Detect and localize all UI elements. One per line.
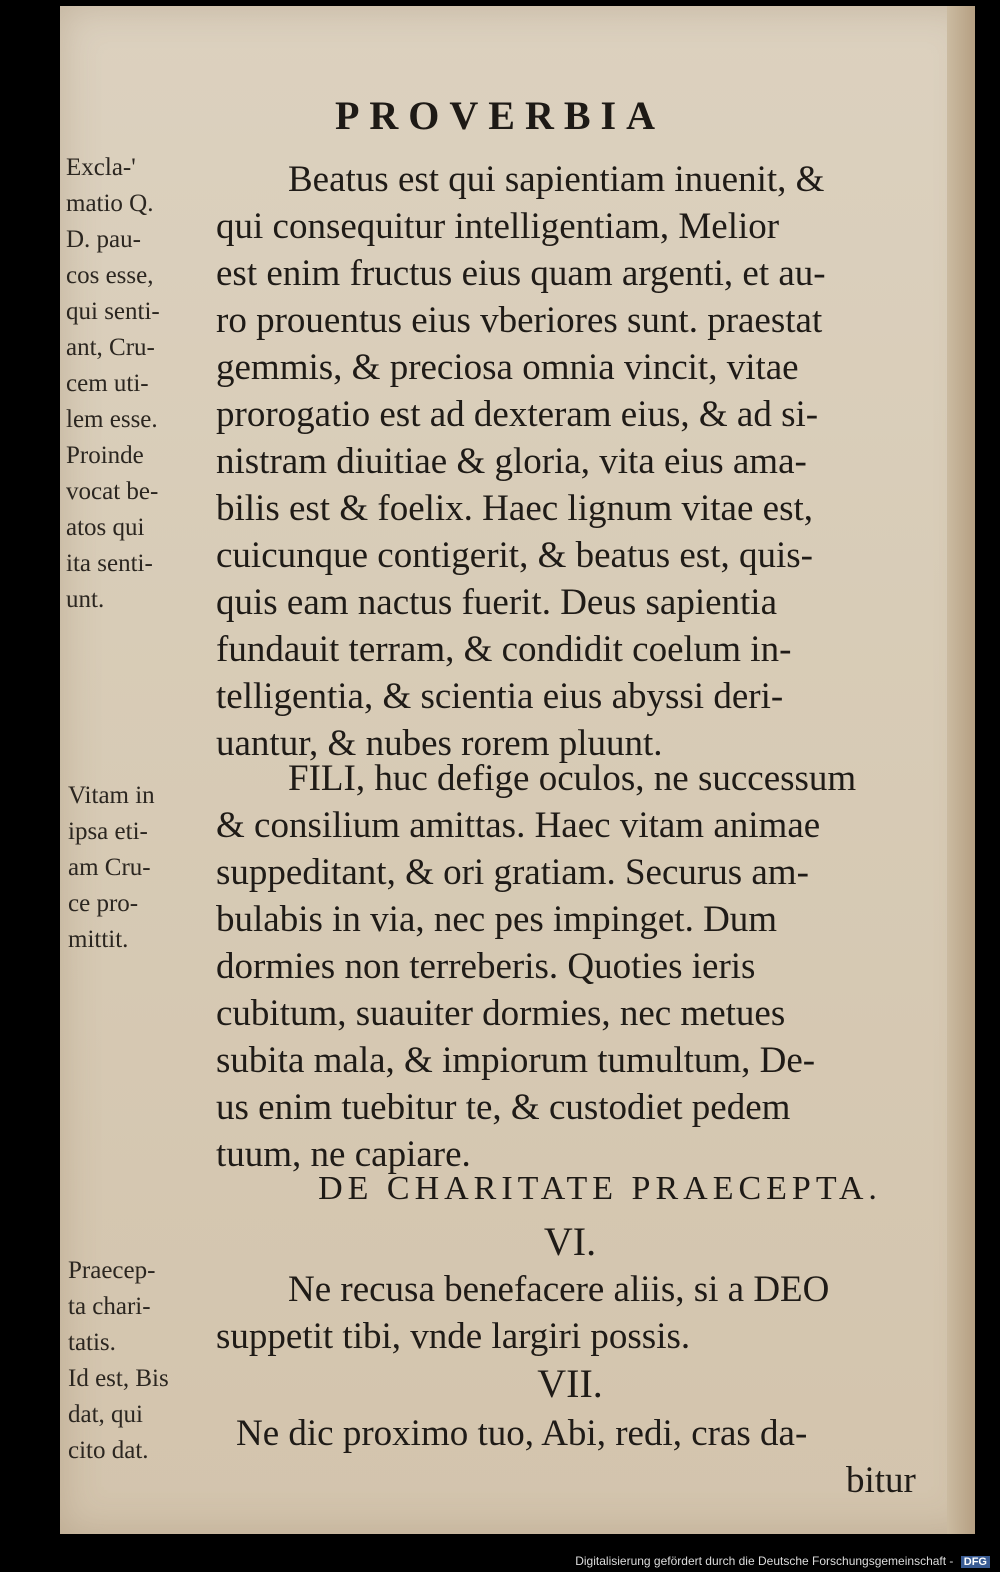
paragraph-1 xyxy=(216,156,956,767)
text-line: Ne recusa benefacere aliis, si a DEO xyxy=(288,1269,830,1310)
text-line: dormies non terreberis. Quoties ieris xyxy=(216,946,756,987)
text-line: cubitum, suauiter dormies, nec metues xyxy=(216,993,786,1034)
running-head: PROVERBIA xyxy=(334,93,666,138)
text-line: gemmis, & preciosa omnia vincit, vitae xyxy=(216,347,799,388)
text-line: cuicunque contigerit, & beatus est, quis- xyxy=(216,535,813,576)
text-line: uantur, & nubes rorem pluunt. xyxy=(216,723,663,764)
precept-number-7: VII. xyxy=(537,1361,603,1406)
text-line: subita mala, & impiorum tumultum, De- xyxy=(216,1040,816,1081)
text-line: bulabis in via, nec pes impinget. Dum xyxy=(216,899,778,940)
text-line: est enim fructus eius quam argenti, et au- xyxy=(216,253,826,294)
text-line: bilis est & foelix. Haec lignum vitae est, xyxy=(216,488,814,529)
text-line: bitur xyxy=(846,1460,916,1501)
paragraph-2 xyxy=(216,755,956,1178)
text-line: nistram diuitiae & gloria, vita eius ama- xyxy=(216,441,807,482)
text-line: Beatus est qui sapientiam inuenit, & xyxy=(288,159,825,200)
text-line: FILI, huc defige oculos, ne successum xyxy=(288,758,857,799)
text-line: tuum, ne capiare. xyxy=(216,1134,471,1175)
precept-7 xyxy=(216,1410,956,1504)
precept-6 xyxy=(216,1266,956,1360)
text-line: suppeditant, & ori gratiam. Securus am- xyxy=(216,852,809,893)
text-line: qui consequitur intelligentiam, Melior xyxy=(216,206,780,247)
text-line: prorogatio est ad dexteram eius, & ad si- xyxy=(216,394,819,435)
margin-note-1: Excla-' matio Q. D. pau- cos esse, qui senti- ant, Cru- cem uti- lem esse. Proinde vocat be- atos qui ita senti- unt. xyxy=(66,154,160,613)
margin-note-2: Vitam in ipsa eti- am Cru- ce pro- mittit. xyxy=(68,782,155,953)
text-line: Ne dic proximo tuo, Abi, redi, cras da- xyxy=(236,1413,808,1454)
dfg-logo: DFG xyxy=(961,1556,990,1568)
precept-number-6: VI. xyxy=(543,1219,597,1264)
text-line: quis eam nactus fuerit. Deus sapientia xyxy=(216,582,777,623)
text-line: ro prouentus eius vberiores sunt. praestat xyxy=(216,300,823,341)
digitization-footer xyxy=(575,1554,990,1568)
text-line: & consilium amittas. Haec vitam animae xyxy=(216,805,821,846)
text-line: telligentia, & scientia eius abyssi deri- xyxy=(216,676,784,717)
footer-text: Digitalisierung gefördert durch die Deutsche Forschungsgemeinschaft - xyxy=(575,1554,954,1568)
margin-note-3: Praecep- ta chari- tatis. Id est, Bis dat, qui cito dat. xyxy=(68,1257,169,1464)
text-line: fundauit terram, & condidit coelum in- xyxy=(216,629,792,670)
text-line: us enim tuebitur te, & custodiet pedem xyxy=(216,1087,791,1128)
section-heading: DE CHARITATE PRAECEPTA. xyxy=(318,1170,882,1207)
text-line: suppetit tibi, vnde largiri possis. xyxy=(216,1316,691,1357)
